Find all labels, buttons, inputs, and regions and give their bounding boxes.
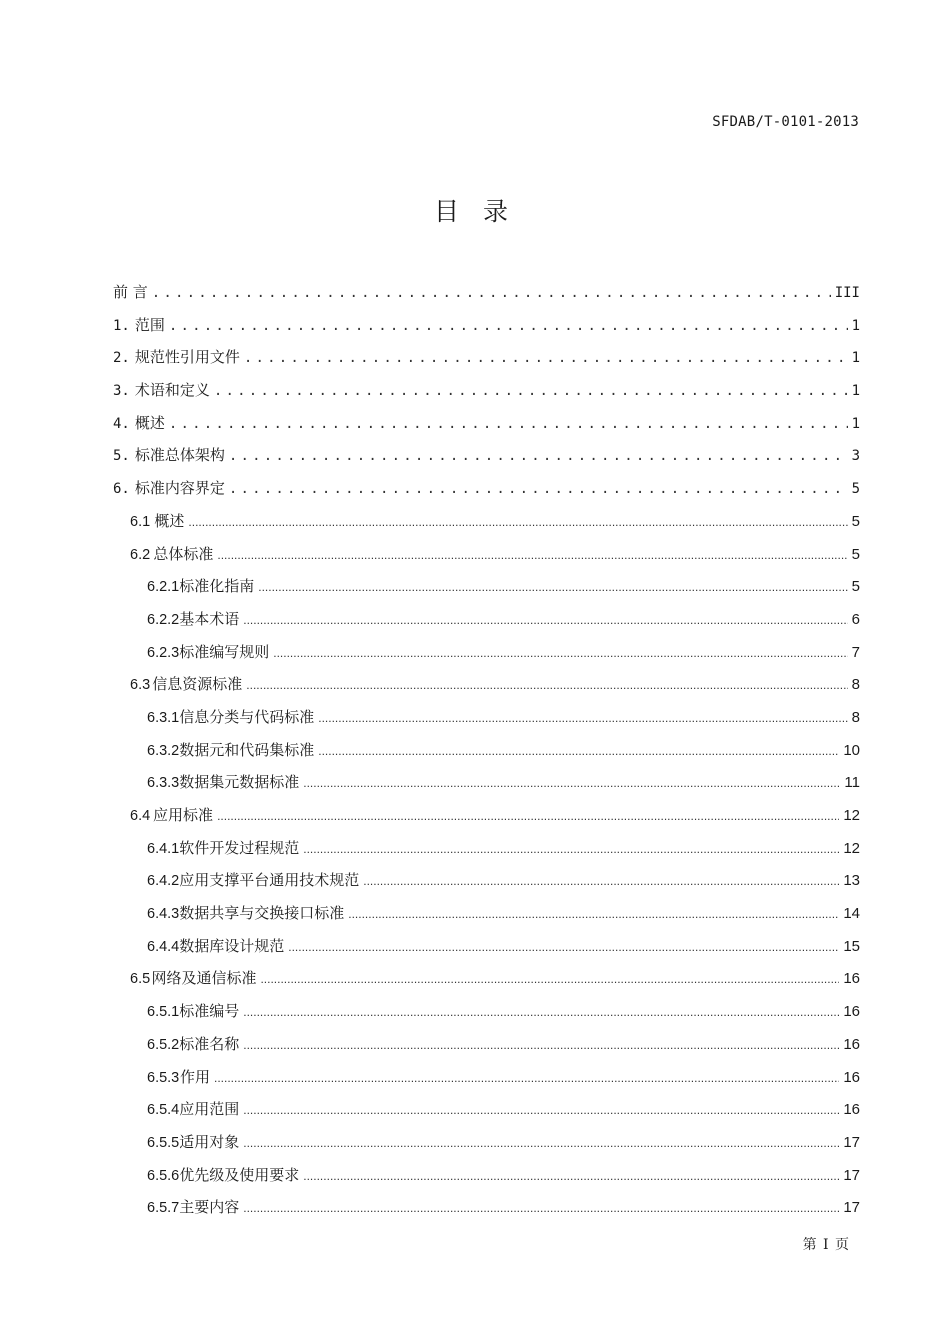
toc-entry-page: 5 <box>851 545 860 563</box>
toc-dot-leader <box>214 375 848 407</box>
toc-entry-label: 数据共享与交换接口标准 <box>179 904 345 923</box>
toc-entry-label: 信息分类与代码标准 <box>179 707 315 726</box>
toc-dot-leader <box>229 440 848 472</box>
toc-entry-label: 应用支撑平台通用技术规范 <box>179 871 360 890</box>
toc-entry[interactable] <box>113 962 860 995</box>
toc-entry-label: 前 言 <box>113 283 148 301</box>
toc-dot-leader <box>243 996 839 1028</box>
document-code: SFDAB/T-0101-2013 <box>712 114 859 130</box>
toc-entry-page: 16 <box>843 970 860 988</box>
toc-entry-page: 14 <box>843 905 860 923</box>
toc-entry-page: 17 <box>843 1133 860 1151</box>
toc-entry-number: 6.5.6 <box>147 1167 180 1184</box>
toc-entry-label: 标准内容界定 <box>134 479 225 498</box>
toc-dot-leader <box>288 931 839 963</box>
toc-entry[interactable] <box>113 407 860 440</box>
toc-entry-number: 6.3.3 <box>147 775 180 792</box>
toc-entry-number: 1. <box>113 317 130 334</box>
toc-entry-page: 16 <box>843 1035 860 1053</box>
toc-entry-page: 6 <box>851 610 860 628</box>
toc-entry-page: 16 <box>843 1101 860 1119</box>
toc-entry-label: 范围 <box>134 315 165 334</box>
toc-entry-label: 数据集元数据标准 <box>179 773 300 792</box>
toc-entry-number: 6.4.4 <box>147 938 180 955</box>
toc-dot-leader <box>217 539 847 571</box>
toc-entry-number: 6.5.7 <box>147 1200 180 1217</box>
toc-entry[interactable] <box>113 668 860 701</box>
toc-entry-label: 优先级及使用要求 <box>179 1165 300 1184</box>
toc-entry-label: 主要内容 <box>179 1198 240 1217</box>
toc-entry[interactable] <box>113 570 860 603</box>
toc-dot-leader <box>348 898 839 930</box>
toc-entry[interactable] <box>113 897 860 930</box>
toc-entry-page: 3 <box>851 448 860 465</box>
toc-entry-number: 6.4 <box>130 808 151 824</box>
toc-entry-page: 5 <box>851 578 860 596</box>
toc-entry-page: III <box>834 285 860 301</box>
toc-entry[interactable] <box>113 603 860 636</box>
toc-entry-label: 总体标准 <box>153 544 214 563</box>
toc-entry[interactable] <box>113 766 860 799</box>
toc-dot-leader <box>303 767 840 799</box>
toc-entry-number: 6.3.2 <box>147 742 180 759</box>
toc-entry-label: 概述 <box>134 413 165 432</box>
toc-entry-page: 1 <box>851 383 860 400</box>
toc-entry-number: 6.5.4 <box>147 1102 180 1119</box>
toc-dot-leader <box>273 637 847 669</box>
toc-dot-leader <box>246 669 847 701</box>
toc-entry[interactable] <box>113 930 860 963</box>
toc-entry-page: 12 <box>843 839 860 857</box>
toc-entry-number: 6.2.1 <box>147 579 180 596</box>
toc-entry-label: 标准编写规则 <box>179 642 270 661</box>
toc-entry-label: 作用 <box>180 1067 211 1086</box>
toc-entry-number: 3. <box>113 383 130 400</box>
toc-entry-page: 16 <box>843 1068 860 1086</box>
toc-entry-page: 1 <box>851 415 860 432</box>
toc-dot-leader <box>303 833 839 865</box>
toc-entry-page: 17 <box>843 1166 860 1184</box>
toc-dot-leader <box>188 506 847 538</box>
toc-entry-label: 应用标准 <box>153 806 214 824</box>
toc-entry[interactable] <box>113 505 860 538</box>
toc-entry-number: 6.5.1 <box>147 1004 180 1021</box>
toc-entry[interactable] <box>113 799 860 832</box>
toc-dot-leader <box>318 702 847 734</box>
toc-entry-number: 6.2 <box>130 546 151 563</box>
table-of-contents <box>113 276 860 1224</box>
toc-dot-leader <box>243 1094 839 1126</box>
toc-entry-page: 5 <box>851 481 860 498</box>
toc-entry-page: 12 <box>843 807 860 824</box>
toc-entry-page: 17 <box>843 1199 860 1217</box>
toc-entry-number: 6.5.3 <box>147 1069 180 1086</box>
toc-entry-number: 6.4.3 <box>147 906 180 923</box>
toc-entry[interactable] <box>113 734 860 767</box>
toc-entry-page: 15 <box>843 937 860 955</box>
toc-entry-label: 数据库设计规范 <box>179 936 285 955</box>
toc-entry-page: 1 <box>851 350 860 367</box>
toc-dot-leader <box>243 1127 839 1159</box>
toc-entry-label: 基本术语 <box>179 609 240 628</box>
toc-entry[interactable] <box>113 864 860 897</box>
toc-entry-label: 信息资源标准 <box>152 675 243 694</box>
toc-entry[interactable] <box>113 636 860 669</box>
toc-entry-page: 11 <box>844 774 860 792</box>
toc-entry[interactable] <box>113 439 860 472</box>
toc-dot-leader <box>244 342 848 374</box>
toc-entry[interactable] <box>113 1028 860 1061</box>
toc-entry-number: 6.5 <box>130 971 151 988</box>
toc-entry[interactable] <box>113 701 860 734</box>
toc-dot-leader <box>303 1160 839 1192</box>
toc-entry-number: 6.3.1 <box>147 709 180 726</box>
toc-dot-leader <box>258 571 847 603</box>
toc-entry-number: 6.4.2 <box>147 873 180 890</box>
toc-dot-leader <box>169 408 848 440</box>
toc-entry[interactable] <box>113 1126 860 1159</box>
toc-dot-leader <box>217 800 839 832</box>
toc-entry[interactable] <box>113 276 860 309</box>
toc-entry-number: 6. <box>113 481 130 498</box>
toc-entry-label: 标准编号 <box>179 1002 240 1021</box>
toc-entry[interactable] <box>113 1191 860 1224</box>
toc-entry-number: 6.1 <box>130 513 151 530</box>
toc-entry-number: 6.2.3 <box>147 644 180 661</box>
page-number: 第 I 页 <box>802 1237 850 1253</box>
toc-dot-leader <box>214 1062 839 1094</box>
toc-entry-page: 16 <box>843 1003 860 1021</box>
toc-dot-leader <box>363 865 839 897</box>
toc-entry-label: 标准名称 <box>179 1034 240 1053</box>
toc-entry[interactable] <box>113 995 860 1028</box>
toc-dot-leader <box>260 963 839 995</box>
toc-entry-number: 6.2.2 <box>147 611 180 628</box>
toc-entry[interactable] <box>113 1061 860 1094</box>
toc-entry[interactable] <box>113 309 860 342</box>
toc-entry-label: 规范性引用文件 <box>134 348 240 367</box>
toc-entry-page: 10 <box>843 741 860 759</box>
toc-entry-number: 2. <box>113 350 130 367</box>
toc-entry-number: 6.5.2 <box>147 1036 180 1053</box>
toc-entry-page: 7 <box>851 643 860 661</box>
toc-entry[interactable] <box>113 472 860 505</box>
toc-entry[interactable] <box>113 832 860 865</box>
toc-entry-label: 网络及通信标准 <box>151 969 257 988</box>
toc-entry-number: 6.5.5 <box>147 1134 180 1151</box>
toc-entry-label: 软件开发过程规范 <box>179 838 300 857</box>
toc-entry[interactable] <box>113 341 860 374</box>
toc-entry-number: 6.3 <box>130 677 151 694</box>
toc-entry[interactable] <box>113 1159 860 1192</box>
toc-entry-number: 4. <box>113 415 130 432</box>
toc-entry-page: 1 <box>851 317 860 334</box>
toc-entry[interactable] <box>113 538 860 571</box>
toc-entry[interactable] <box>113 1093 860 1126</box>
toc-entry-page: 8 <box>851 676 860 694</box>
toc-entry-label: 数据元和代码集标准 <box>179 740 315 759</box>
toc-entry-page: 8 <box>851 708 860 726</box>
toc-dot-leader <box>229 473 848 505</box>
toc-dot-leader <box>318 735 839 767</box>
toc-entry-label: 标准化指南 <box>179 577 255 596</box>
toc-entry-label: 应用范围 <box>179 1100 240 1119</box>
toc-entry-page: 5 <box>851 512 860 530</box>
toc-entry[interactable] <box>113 374 860 407</box>
toc-entry-label: 概述 <box>154 511 185 530</box>
toc-entry-number: 6.4.1 <box>147 840 180 857</box>
toc-entry-label: 术语和定义 <box>134 381 210 400</box>
toc-dot-leader <box>152 277 831 309</box>
toc-entry-label: 标准总体架构 <box>134 446 225 465</box>
toc-entry-label: 适用对象 <box>179 1132 240 1151</box>
toc-entry-number: 5. <box>113 448 130 465</box>
toc-dot-leader <box>243 1192 839 1224</box>
toc-title: 目 录 <box>434 197 516 226</box>
toc-entry-page: 13 <box>843 872 860 890</box>
toc-dot-leader <box>169 310 848 342</box>
toc-dot-leader <box>243 1029 839 1061</box>
toc-dot-leader <box>243 604 847 636</box>
